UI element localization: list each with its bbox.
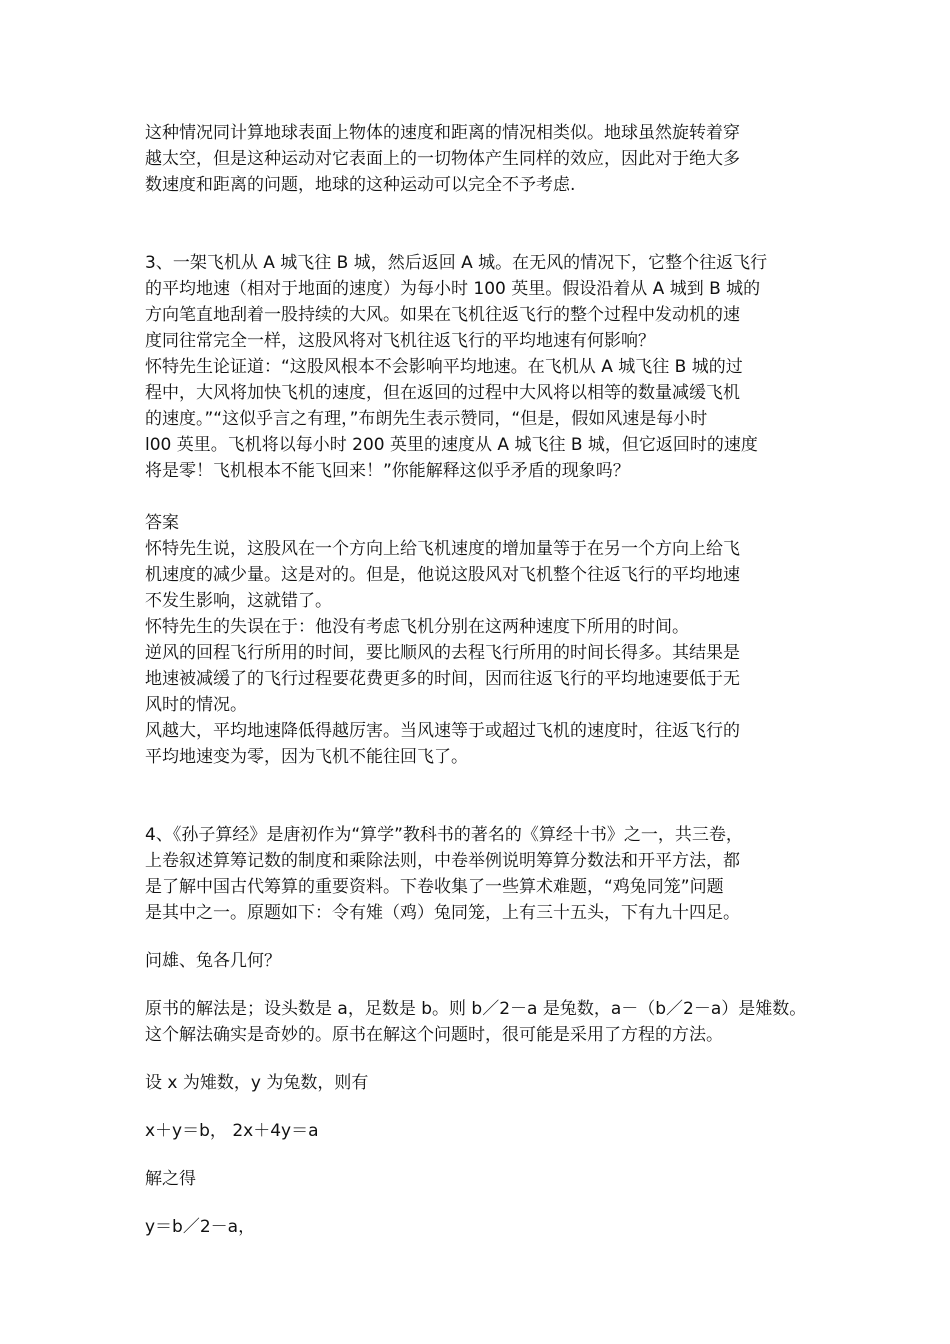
text-line: 原书的解法是；设头数是 a，足数是 b。则 b／2－a 是兔数，a－（b／2－a）是雉数。 [145,999,807,1019]
text-line: 数速度和距离的问题，地球的这种运动可以完全不予考虑. [145,175,576,195]
intro-paragraph [145,120,810,198]
text-line: 地速被减缓了的飞行过程要花费更多的时间，因而往返飞行的平均地速要低于无 [145,669,740,689]
equation-system: x＋y＝b， 2x＋4y＝a [145,1121,319,1141]
text-line: 上卷叙述算筹记数的制度和乘除法则，中卷举例说明筹算分数法和开平方法，都 [145,851,740,871]
text-line: 程中，大风将加快飞机的速度，但在返回的过程中大风将以相等的数量减缓飞机 [145,383,740,403]
text-line: 怀特先生说，这股风在一个方向上给飞机速度的增加量等于在另一个方向上给飞 [145,539,740,559]
answer-section [145,536,810,770]
text-line: 4、《孙子算经》是唐初作为“算学”教科书的著名的《算经十书》之一，共三卷， [145,825,743,845]
variable-definition: 设 x 为雉数，y 为兔数，则有 [145,1073,369,1093]
result-equation: y＝b／2－a， [145,1217,256,1237]
text-line: 越太空，但是这种运动对它表面上的一切物体产生同样的效应，因此对于绝大多 [145,149,740,169]
text-line: 的平均地速（相对于地面的速度）为每小时 100 英里。假设沿着从 A 城到 B 城的 [145,279,761,299]
text-line: 风越大，平均地速降低得越厉害。当风速等于或超过飞机的速度时，往返飞行的 [145,721,740,741]
text-line: 不发生影响，这就错了。 [145,591,332,611]
text-line: 方向笔直地刮着一股持续的大风。如果在飞机往返飞行的整个过程中发动机的速 [145,305,740,325]
text-line: 的速度。”“这似乎言之有理，”布朗先生表示赞同，“但是，假如风速是每小时 [145,409,708,429]
question-3 [145,250,810,484]
text-line: 3、一架飞机从 A 城飞往 B 城，然后返回 A 城。在无风的情况下，它整个往返飞行 [145,253,768,273]
question-4 [145,822,810,926]
solve-line: 解之得 [145,1169,196,1189]
text-line: 风时的情况。 [145,695,247,715]
text-line: 机速度的减少量。这是对的。但是，他说这股风对飞机整个往返飞行的平均地速 [145,565,740,585]
text-line: 这个解法确实是奇妙的。原书在解这个问题时，很可能是采用了方程的方法。 [145,1025,723,1045]
text-line: 将是零！飞机根本不能飞回来！”你能解释这似乎矛盾的现象吗？ [145,461,630,481]
text-line: 是其中之一。原题如下：令有雉（鸡）兔同笼，上有三十五头，下有九十四足。 [145,903,740,923]
text-line: 怀特先生论证道：“这股风根本不会影响平均地速。在飞机从 A 城飞往 B 城的过 [145,357,743,377]
text-line: 逆风的回程飞行所用的时间，要比顺风的去程飞行所用的时间长得多。其结果是 [145,643,740,663]
document-body [145,120,810,1240]
text-line: 是了解中国古代筹算的重要资料。下卷收集了一些算术难题，“鸡兔同笼”问题 [145,877,724,897]
text-line: 怀特先生的失误在于：他没有考虑飞机分别在这两种速度下所用的时间。 [145,617,689,637]
text-line: 度同往常完全一样，这股风将对飞机往返飞行的平均地速有何影响？ [145,331,655,351]
text-line: 平均地速变为零，因为飞机不能往回飞了。 [145,747,468,767]
text-line: l00 英里。飞机将以每小时 200 英里的速度从 A 城飞往 B 城，但它返回时的速度 [145,435,758,455]
question-4-solution [145,996,810,1048]
question-4-prompt: 问雄、兔各几何？ [145,951,281,971]
answer-heading: 答案 [145,513,179,533]
text-line: 这种情况同计算地球表面上物体的速度和距离的情况相类似。地球虽然旋转着穿 [145,123,740,143]
